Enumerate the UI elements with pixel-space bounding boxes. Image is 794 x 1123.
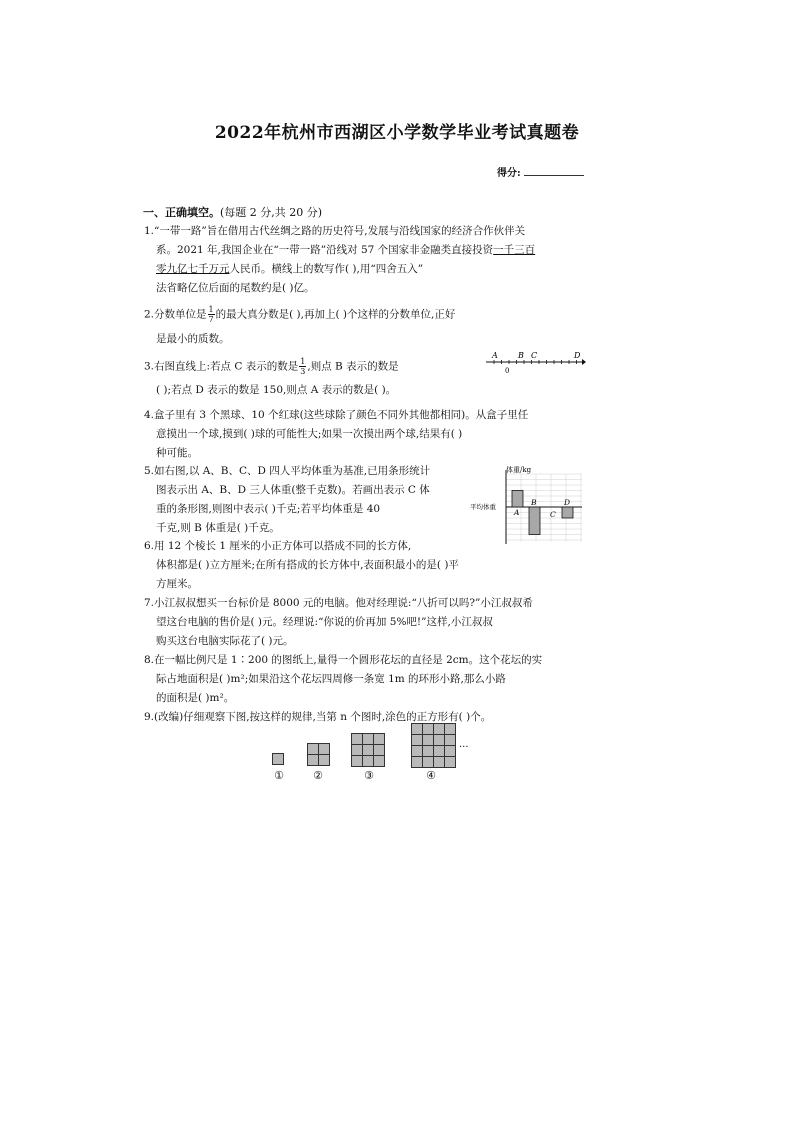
q6-line-1: 6.用 12 个棱长 1 厘米的小正方体可以搭成不同的长方体, <box>144 540 412 552</box>
q1-underlined-number-cont: 零九亿七千万元 <box>156 263 230 275</box>
q2-fraction <box>208 305 215 324</box>
pattern-label-3: ③ <box>364 769 374 782</box>
q8-line-3: 的面积是( )m²。 <box>156 692 235 704</box>
q3-line-2: ( );若点 D 表示的数是 150,则点 A 表示的数是( )。 <box>156 384 397 396</box>
pattern-ellipsis: ... <box>459 739 469 750</box>
q1-line-3 <box>156 262 423 276</box>
point-c-label: C <box>531 351 538 360</box>
q1-text-cont: 人民币。横线上的数写作( ),用“四舍五入” <box>229 263 424 275</box>
pattern-2-square <box>318 754 330 766</box>
pattern-label-4: ④ <box>426 769 436 782</box>
bar-d <box>562 507 573 518</box>
number-line <box>484 348 586 376</box>
bar-a <box>512 491 523 508</box>
q2-frac-num: 1 <box>208 305 214 314</box>
q1-line-1: 1.“一带一路”旨在借用古代丝绸之路的历史符号,发展与沿线国家的经济合作伙伴关 <box>144 225 526 237</box>
q3-fraction <box>299 357 306 376</box>
point-a-label: A <box>492 351 498 360</box>
chart-baseline-label: 平均体重 <box>470 503 496 511</box>
q9-line-1: 9.(改编)仔细观察下图,按这样的规律,当第 n 个图时,涂色的正方形有( )个。 <box>144 711 492 723</box>
weight-bar-chart <box>470 462 586 546</box>
pattern-3-square <box>373 755 385 767</box>
page-title: 2022年杭州市西湖区小学数学毕业考试真题卷 <box>214 123 580 143</box>
q4-line-1: 4.盒子里有 3 个黑球、10 个红球(这些球除了颜色不同外其他都相同)。从盒子里任 <box>144 409 529 421</box>
number-line-arrow <box>582 359 586 365</box>
pattern-1-square <box>272 753 284 765</box>
section-heading <box>143 204 322 220</box>
point-b-label: B <box>518 351 524 360</box>
chart-title: 体重/kg <box>506 466 532 474</box>
q1-text: 系。2021 年,我国企业在“一带一路”沿线对 57 个国家非金融类直接投资 <box>156 244 494 256</box>
q6-line-2: 体积都是( )立方厘米;在所有搭成的长方体中,表面积最小的是( )平 <box>156 559 459 571</box>
q1-underlined-number: 一千三百 <box>493 244 536 256</box>
point-d-label: D <box>574 351 581 360</box>
q8-line-1: 8.在一幅比例尺是 1∶200 的图纸上,量得一个圆形花坛的直径是 2cm。这个花坛的实 <box>144 654 543 666</box>
q5-line-4: 千克,则 B 体重是( )千克。 <box>156 522 280 534</box>
q8-line-2: 际占地面积是( )m²;如果沿这个花坛四周修一条宽 1m 的环形小路,那么小路 <box>156 673 506 685</box>
q1-line-4: 法省略亿位后面的尾数约是( )亿。 <box>156 282 315 294</box>
bar-label-c: C <box>550 510 556 519</box>
score-label: 得分: <box>497 168 521 179</box>
q3-frac-den: 3 <box>300 367 306 376</box>
pattern-4-square <box>444 756 456 768</box>
section-title: 一、正确填空。 <box>143 206 220 219</box>
q3-text-b: ,则点 B 表示的数是 <box>307 360 399 373</box>
q7-line-2: 望这台电脑的售价是( )元。经理说:“你说的价再加 5%吧!”这样,小江叔叔 <box>156 616 493 628</box>
q3-line-1 <box>144 357 399 376</box>
pattern-label-1: ① <box>274 769 284 782</box>
score-blank[interactable] <box>524 175 584 176</box>
q4-line-2: 意摸出一个球,摸到( )球的可能性大;如果一次摸出两个球,结果有( ) <box>156 428 463 440</box>
q2-line-1 <box>144 305 455 324</box>
section-note: (每题 2 分,共 20 分) <box>220 206 323 219</box>
q2-text-b: 的最大真分数是( ),再加上( )个这样的分数单位,正好 <box>215 308 456 321</box>
pattern-label-2: ② <box>313 769 323 782</box>
q7-line-1: 7.小江叔叔想买一台标价是 8000 元的电脑。他对经理说:“八折可以吗?”小江叔叔希 <box>144 597 533 609</box>
bar-label-b: B <box>531 498 537 507</box>
q7-line-3: 购买这台电脑实际花了( )元。 <box>156 635 294 647</box>
bar-label-a: A <box>514 508 520 517</box>
q6-line-3: 方厘米。 <box>156 578 198 590</box>
bar-b <box>529 507 540 535</box>
bar-label-d: D <box>564 498 571 507</box>
q2-line-2: 是最小的质数。 <box>156 333 230 345</box>
q4-line-3: 种可能。 <box>156 447 198 459</box>
q3-text-a: 3.右图直线上:若点 C 表示的数是 <box>144 360 299 373</box>
q3-frac-num: 1 <box>300 357 306 366</box>
q5-line-1: 5.如右图,以 A、B、C、D 四人平均体重为基准,已用条形统计 <box>144 465 431 477</box>
q2-frac-den: 7 <box>208 315 214 324</box>
q2-text-a: 2.分数单位是 <box>144 308 207 321</box>
q5-line-2: 图表示出 A、B、D 三人体重(整千克数)。若画出表示 C 体 <box>156 484 430 496</box>
zero-label: 0 <box>505 367 510 375</box>
q5-line-3: 重的条形图,则图中表示( )千克;若平均体重是 40 <box>156 503 381 515</box>
q1-line-2 <box>156 243 535 257</box>
